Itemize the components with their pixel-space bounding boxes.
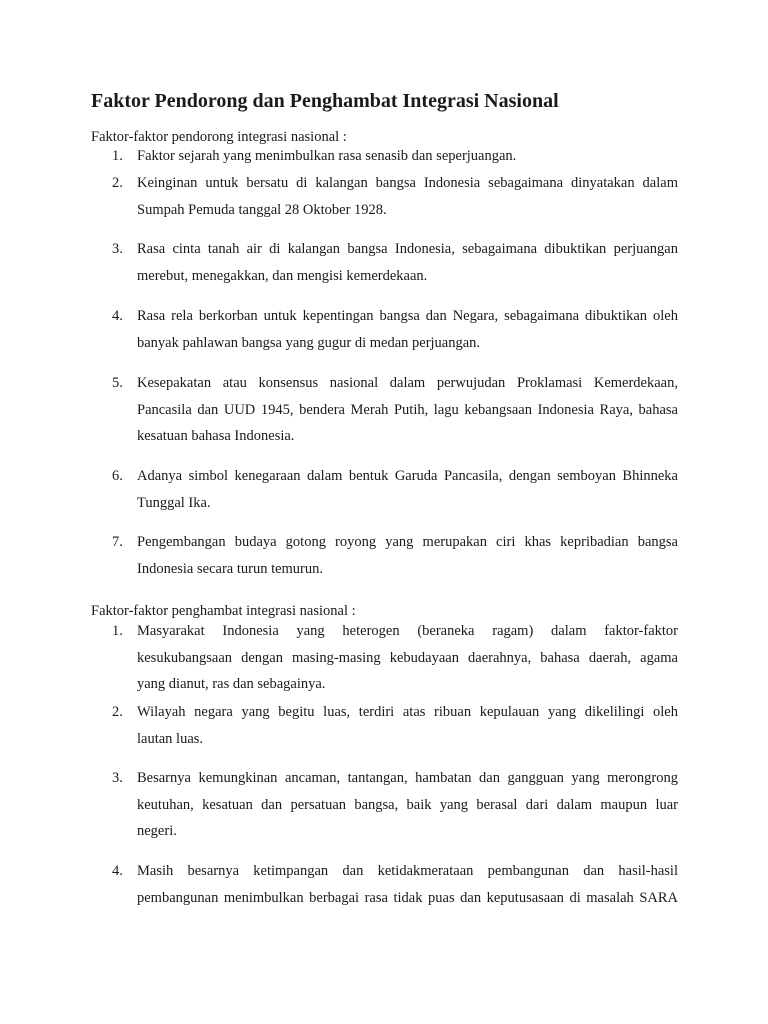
- list-item-text-line: Faktor sejarah yang menimbulkan rasa senasib dan seperjuangan.: [137, 148, 517, 164]
- list-item: [112, 463, 678, 516]
- list-item-number: 1.: [112, 623, 123, 639]
- list-item: [112, 858, 678, 911]
- list-item-text-line: Tunggal Ika.: [137, 494, 211, 511]
- list-item: [112, 699, 678, 752]
- list-item-number: 2.: [112, 704, 123, 720]
- list-item-text-line: Indonesia secara turun temurun.: [137, 560, 324, 577]
- list-item-text-line: pembangunan menimbulkan berbagai rasa tidak puas dan keputusasaan di masalah SARA: [137, 889, 678, 906]
- list-item: [112, 303, 678, 356]
- list-item-text-line: Kesepakatan atau konsensus nasional dalam perwujudan Proklamasi Kemerdekaan,: [137, 375, 678, 391]
- list-item: [112, 370, 678, 450]
- list-item-number: 4.: [112, 863, 123, 879]
- list-item-text-line: Masih besarnya ketimpangan dan ketidakmerataan pembangunan dan hasil-hasil: [137, 863, 678, 879]
- pendorong-intro: Faktor-faktor pendorong integrasi nasional :: [91, 129, 347, 145]
- list-item-number: 1.: [112, 148, 123, 164]
- document-title: Faktor Pendorong dan Penghambat Integrasi Nasional: [91, 90, 559, 112]
- list-item: [112, 529, 678, 582]
- list-item-text-line: Keinginan untuk bersatu di kalangan bangsa Indonesia sebagaimana dinyatakan dalam: [137, 175, 678, 191]
- list-item-text-line: Rasa rela berkorban untuk kepentingan bangsa dan Negara, sebagaimana dibuktikan oleh: [137, 308, 678, 324]
- list-item-number: 5.: [112, 375, 123, 391]
- list-item-text-line: Pancasila dan UUD 1945, bendera Merah Putih, lagu kebangsaan Indonesia Raya, bahasa: [137, 401, 678, 418]
- penghambat-intro: Faktor-faktor penghambat integrasi nasional :: [91, 603, 356, 619]
- list-item-number: 7.: [112, 534, 123, 550]
- list-item-number: 3.: [112, 241, 123, 257]
- list-item-text-line: Rasa cinta tanah air di kalangan bangsa Indonesia, sebagaimana dibuktikan perjuangan: [137, 241, 678, 257]
- list-item-text-line: banyak pahlawan bangsa yang gugur di medan perjuangan.: [137, 334, 481, 351]
- list-item-text-line: Wilayah negara yang begitu luas, terdiri atas ribuan kepulauan yang dikelilingi oleh: [137, 704, 678, 720]
- list-item-text-line: yang dianut, ras dan sebagainya.: [137, 676, 326, 693]
- list-item-text-line: Pengembangan budaya gotong royong yang merupakan ciri khas kepribadian bangsa: [137, 534, 678, 550]
- list-item-text-line: Masyarakat Indonesia yang heterogen (beraneka ragam) dalam faktor-faktor: [137, 623, 678, 639]
- list-item-text-line: Adanya simbol kenegaraan dalam bentuk Garuda Pancasila, dengan semboyan Bhinneka: [137, 468, 678, 484]
- list-item-text-line: kesatuan bahasa Indonesia.: [137, 428, 295, 445]
- list-item: [112, 170, 678, 223]
- list-item-text-line: kesukubangsaan dengan masing-masing kebudayaan daerahnya, bahasa daerah, agama: [137, 649, 678, 666]
- list-item-text-line: lautan luas.: [137, 730, 204, 747]
- list-item-number: 2.: [112, 175, 123, 191]
- list-item-number: 4.: [112, 308, 123, 324]
- list-item-text-line: Besarnya kemungkinan ancaman, tantangan, hambatan dan gangguan yang merongrong: [137, 770, 678, 786]
- list-item-number: 3.: [112, 770, 123, 786]
- list-item: [112, 618, 678, 698]
- list-item-text-line: merebut, menegakkan, dan mengisi kemerdekaan.: [137, 267, 428, 284]
- list-item-text-line: Sumpah Pemuda tanggal 28 Oktober 1928.: [137, 201, 387, 218]
- list-item-text-line: keutuhan, kesatuan dan persatuan bangsa, baik yang berasal dari dalam maupun luar: [137, 796, 678, 813]
- list-item-number: 6.: [112, 468, 123, 484]
- list-item: [112, 765, 678, 845]
- list-item: [112, 143, 678, 170]
- list-item-text-line: negeri.: [137, 823, 177, 840]
- list-item: [112, 236, 678, 289]
